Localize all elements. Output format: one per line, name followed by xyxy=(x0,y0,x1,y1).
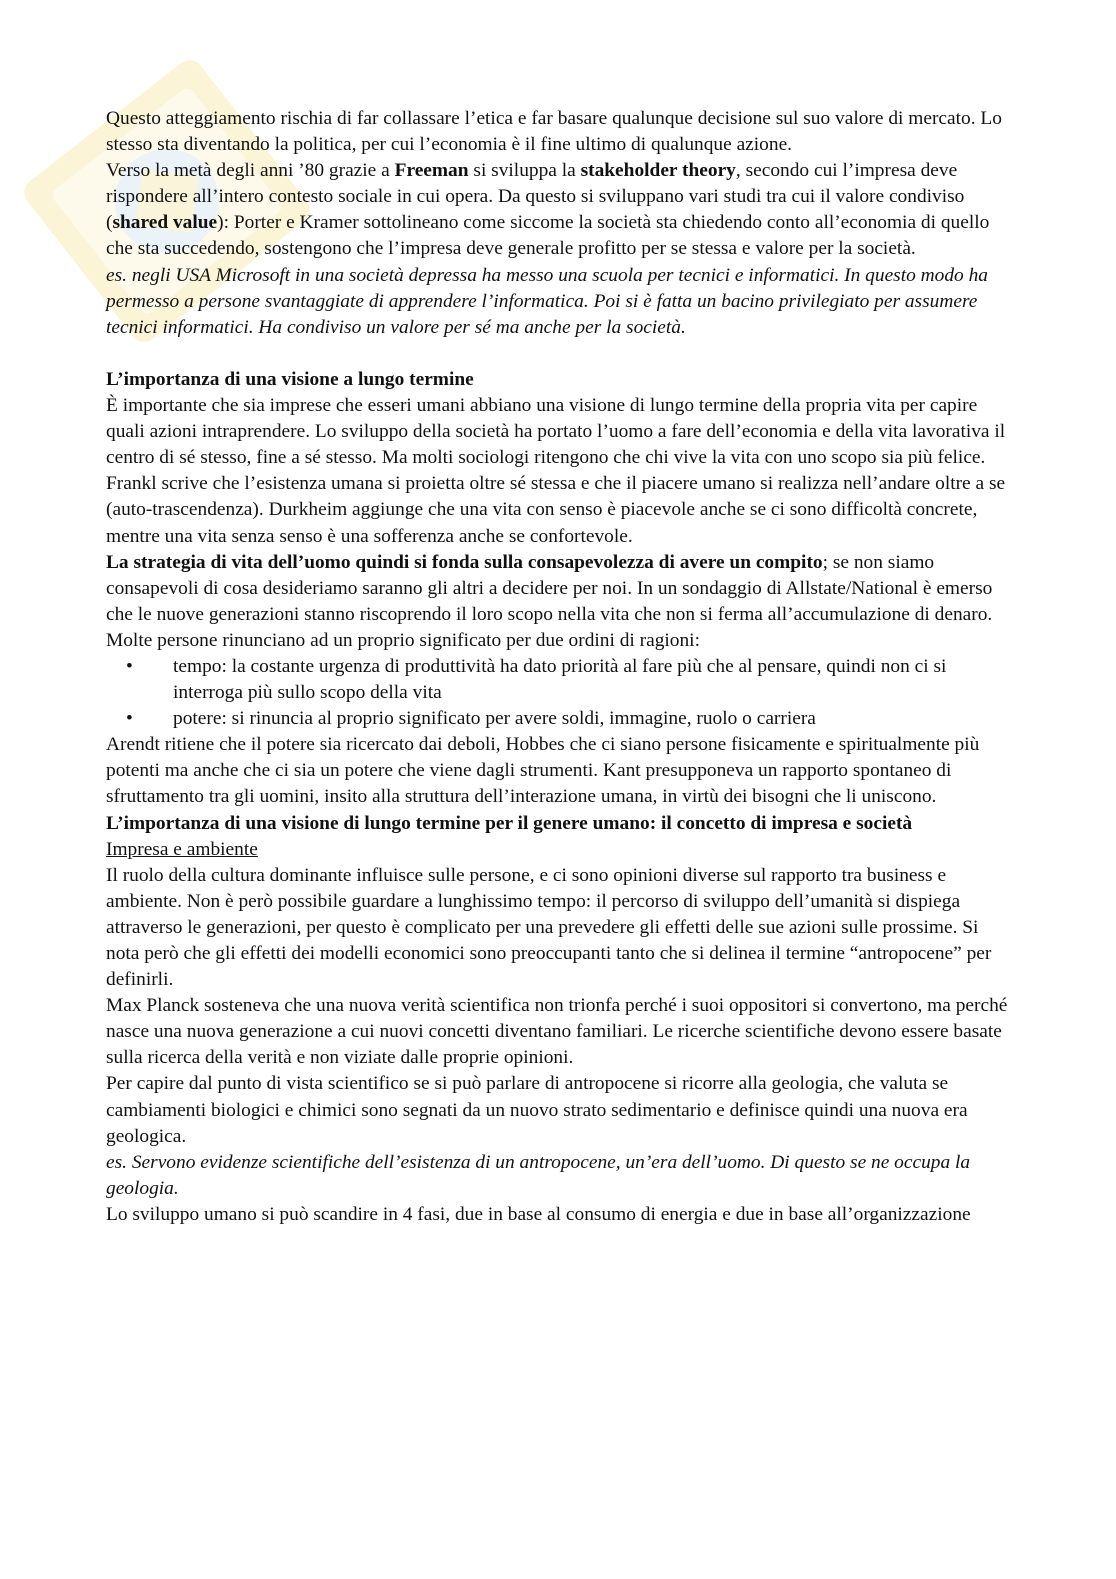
list-item xyxy=(106,706,1011,732)
paragraph-long-term-vision: È importante che sia imprese che esseri umani abbiano una visione di lungo termine della propria vita per capire quali azioni intraprendere. Lo sviluppo della società ha portato l’uomo a fare dell’economia e della vita lavorativa il centro di sé stesso, fine a sé stesso. Ma molti sociologi ritengono che chi vive la vita con uno scopo sia più felice. Frankl scrive che l’esistenza umana si proietta oltre sé stessa e che il piacere umano si realizza nell’andare oltre a se (auto-trascendenza). Durkheim aggiunge che una vita con senso è piacevole anche se ci sono difficoltà concrete, mentre una vita senza senso è una sofferenza anche se confortevole. xyxy=(106,395,1006,547)
paragraph-ethics-collapse: Questo atteggiamento rischia di far collassare l’etica e far basare qualunque decisione sul suo valore di mercato. Lo stesso sta diventando la politica, per cui l’economia è il fine ultimo di qualunque azione. xyxy=(106,108,1002,156)
text-run: , secondo cui l’impresa deve rispondere all’intero contesto sociale in cui opera. Da questo si sviluppano vari studi tra cui il valore condiviso ( xyxy=(106,160,965,234)
document-page xyxy=(106,106,1011,1228)
text-run: Verso la metà degli anni ’80 grazie a xyxy=(106,160,395,182)
text-run: ; se non siamo consapevoli di cosa desideriamo saranno gli altri a decidere per noi. In un sondaggio di Allstate/National è emerso che le nuove generazioni stanno riscoprendo il loro scopo nella vita che non si ferma all’accumulazione di denaro. Molte persone rinunciano ad un proprio significato per due ordini di ragioni: xyxy=(106,551,993,651)
reasons-list xyxy=(106,654,1011,732)
bullet-icon: • xyxy=(126,655,133,677)
paragraph-dominant-culture: Il ruolo della cultura dominante influisce sulle persone, e ci sono opinioni diverse sul rapporto tra business e ambiente. Non è però possibile guardare a lunghissimo tempo: il percorso di sviluppo dell’umanità si dispiega attraverso le generazioni, per questo è complicato per una prevedere gli effetti delle sue azioni sulle prossime. Si nota però che gli effetti dei modelli economici sono preoccupanti tanto che si delinea il termine “antropocene” per definirli. xyxy=(106,864,992,991)
heading-long-term-vision: L’importanza di una visione a lungo termine xyxy=(106,368,474,390)
bold-sentence-life-strategy: La strategia di vita dell’uomo quindi si fonda sulla consapevolezza di avere un compito xyxy=(106,551,823,573)
paragraph-power-philosophers: Arendt ritiene che il potere sia ricercato dai deboli, Hobbes che ci siano persone fisicamente e spiritualmente più potenti ma anche che ci sia un potere che viene dagli strumenti. Kant presupponeva un rapporto spontaneo di sfruttamento tra gli uomini, insito alla struttura dell’interazione umana, in virtù dei bisogni che li uniscono. xyxy=(106,734,980,808)
list-item-text: tempo: la costante urgenza di produttività ha dato priorità al fare più che al pensare, quindi non ci si interroga più sullo scopo della vita xyxy=(173,655,947,704)
paragraph-life-strategy xyxy=(106,550,1011,654)
example-anthropocene: es. Servono evidenze scientifiche dell’esistenza di un antropocene, un’era dell’uomo. Di questo se ne occupa la geologia. xyxy=(106,1151,971,1199)
blank-line xyxy=(106,341,1011,367)
text-run: ): Porter e Kramer sottolineano come siccome la società sta chiedendo conto all’economia di quello che sta succedendo, sostengono che l’impresa deve generale profitto per se stessa e valore per la società. xyxy=(106,212,990,260)
list-item xyxy=(106,654,1011,706)
paragraph-four-phases: Lo sviluppo umano si può scandire in 4 fasi, due in base al consumo di energia e due in base all’organizzazione xyxy=(106,1203,971,1225)
paragraph-max-planck: Max Planck sosteneva che una nuova verità scientifica non trionfa perché i suoi oppositori si convertono, ma perché nasce una nuova generazione a cui nuovi concetti diventano familiari. Le ricerche scientifiche devono essere basate sulla ricerca della verità e non viziate dalle proprie opinioni. xyxy=(106,995,1008,1069)
bullet-icon: • xyxy=(126,708,133,730)
bold-term-stakeholder-theory: stakeholder theory xyxy=(580,160,736,182)
paragraph-geology: Per capire dal punto di vista scientifico se si può parlare di antropocene si ricorre alla geologia, che valuta se cambiamenti biologici e chimici sono segnati da un nuovo strato sedimentario e definisce quindi una nuova era geologica. xyxy=(106,1073,968,1147)
heading-enterprise-society: L’importanza di una visione di lungo termine per il genere umano: il concetto di impresa e società xyxy=(106,812,913,834)
paragraph-stakeholder-theory xyxy=(106,158,1011,262)
example-microsoft: es. negli USA Microsoft in una società depressa ha messo una scuola per tecnici e informatici. In questo modo ha permesso a persone svantaggiate di apprendere l’informatica. Poi si è fatta un bacino privilegiato per assumere tecnici informatici. Ha condiviso un valore per sé ma anche per la società. xyxy=(106,264,988,338)
subheading-impresa-ambiente: Impresa e ambiente xyxy=(106,838,258,860)
list-item-text: potere: si rinuncia al proprio significato per avere soldi, immagine, ruolo o carriera xyxy=(173,708,816,730)
text-run: si sviluppa la xyxy=(468,160,581,182)
bold-term-freeman: Freeman xyxy=(394,160,469,182)
bold-term-shared-value: shared value xyxy=(112,212,218,234)
